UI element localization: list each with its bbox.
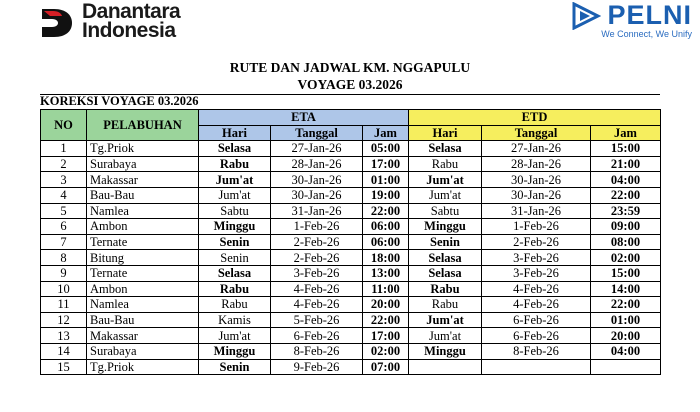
- pelni-tagline: We Connect, We Unify: [601, 29, 692, 39]
- cell-etd-tanggal: 8-Feb-26: [482, 343, 591, 359]
- cell-eta-tanggal: 2-Feb-26: [271, 234, 363, 250]
- cell-no: 2: [41, 156, 87, 172]
- table-row: [41, 265, 661, 281]
- cell-etd-jam: 09:00: [591, 219, 661, 235]
- cell-eta-tanggal: 5-Feb-26: [271, 312, 363, 328]
- table-row: [41, 250, 661, 266]
- cell-no: 5: [41, 203, 87, 219]
- header-eta-jam: Jam: [363, 125, 409, 141]
- cell-eta-hari: Jum'at: [199, 172, 271, 188]
- table-row: [41, 234, 661, 250]
- cell-eta-hari: Kamis: [199, 312, 271, 328]
- cell-pelabuhan: Makassar: [87, 172, 199, 188]
- table-row: [41, 281, 661, 297]
- cell-pelabuhan: Namlea: [87, 203, 199, 219]
- cell-etd-hari: Rabu: [409, 281, 482, 297]
- cell-no: 1: [41, 141, 87, 157]
- cell-etd-tanggal: 2-Feb-26: [482, 234, 591, 250]
- cell-etd-hari: [409, 359, 482, 375]
- cell-eta-hari: Minggu: [199, 343, 271, 359]
- cell-eta-hari: Selasa: [199, 141, 271, 157]
- table-row: [41, 312, 661, 328]
- cell-no: 8: [41, 250, 87, 266]
- cell-etd-hari: Minggu: [409, 219, 482, 235]
- cell-pelabuhan: Ambon: [87, 281, 199, 297]
- cell-etd-jam: 22:00: [591, 187, 661, 203]
- danantara-line1: Danantara: [82, 0, 181, 23]
- cell-eta-jam: 07:00: [363, 359, 409, 375]
- cell-pelabuhan: Tg.Priok: [87, 359, 199, 375]
- cell-pelabuhan: Tg.Priok: [87, 141, 199, 157]
- cell-etd-hari: Jum'at: [409, 172, 482, 188]
- cell-no: 14: [41, 343, 87, 359]
- cell-eta-jam: 06:00: [363, 219, 409, 235]
- cell-etd-tanggal: 3-Feb-26: [482, 250, 591, 266]
- cell-eta-jam: 20:00: [363, 297, 409, 313]
- cell-etd-hari: Senin: [409, 234, 482, 250]
- cell-eta-tanggal: 6-Feb-26: [271, 328, 363, 344]
- header-etd-tanggal: Tanggal: [482, 125, 591, 141]
- cell-eta-tanggal: 30-Jan-26: [271, 172, 363, 188]
- cell-etd-hari: Jum'at: [409, 187, 482, 203]
- cell-etd-tanggal: 30-Jan-26: [482, 187, 591, 203]
- cell-etd-tanggal: 30-Jan-26: [482, 172, 591, 188]
- cell-etd-jam: 22:00: [591, 297, 661, 313]
- cell-no: 6: [41, 219, 87, 235]
- cell-no: 7: [41, 234, 87, 250]
- cell-eta-jam: 05:00: [363, 141, 409, 157]
- cell-eta-hari: Jum'at: [199, 187, 271, 203]
- cell-etd-jam: 15:00: [591, 265, 661, 281]
- cell-eta-tanggal: 4-Feb-26: [271, 281, 363, 297]
- cell-no: 3: [41, 172, 87, 188]
- cell-etd-hari: Minggu: [409, 343, 482, 359]
- cell-eta-hari: Sabtu: [199, 203, 271, 219]
- cell-eta-jam: 06:00: [363, 234, 409, 250]
- cell-etd-jam: 02:00: [591, 250, 661, 266]
- cell-etd-hari: Jum'at: [409, 312, 482, 328]
- cell-etd-hari: Jum'at: [409, 328, 482, 344]
- cell-eta-jam: 11:00: [363, 281, 409, 297]
- cell-eta-jam: 13:00: [363, 265, 409, 281]
- cell-eta-hari: Senin: [199, 250, 271, 266]
- cell-etd-jam: 04:00: [591, 343, 661, 359]
- cell-pelabuhan: Bitung: [87, 250, 199, 266]
- cell-eta-hari: Rabu: [199, 297, 271, 313]
- cell-etd-jam: 15:00: [591, 141, 661, 157]
- cell-eta-hari: Minggu: [199, 219, 271, 235]
- header-eta-tanggal: Tanggal: [271, 125, 363, 141]
- cell-eta-tanggal: 31-Jan-26: [271, 203, 363, 219]
- pelni-logo-icon: [571, 2, 601, 30]
- cell-etd-hari: Rabu: [409, 297, 482, 313]
- cell-etd-tanggal: 6-Feb-26: [482, 312, 591, 328]
- cell-pelabuhan: Surabaya: [87, 156, 199, 172]
- header-etd-hari: Hari: [409, 125, 482, 141]
- cell-eta-hari: Jum'at: [199, 328, 271, 344]
- cell-no: 10: [41, 281, 87, 297]
- cell-eta-hari: Senin: [199, 234, 271, 250]
- cell-eta-jam: 01:00: [363, 172, 409, 188]
- cell-etd-tanggal: [482, 359, 591, 375]
- cell-etd-hari: Selasa: [409, 250, 482, 266]
- cell-eta-jam: 18:00: [363, 250, 409, 266]
- header-etd-jam: Jam: [591, 125, 661, 141]
- koreksi-label: KOREKSI VOYAGE 03.2026: [40, 94, 199, 108]
- table-row: [41, 297, 661, 313]
- table-row: [41, 156, 661, 172]
- cell-eta-tanggal: 30-Jan-26: [271, 187, 363, 203]
- schedule-table: [40, 109, 661, 375]
- pelni-logo: [571, 0, 692, 39]
- cell-etd-jam: 01:00: [591, 312, 661, 328]
- cell-pelabuhan: Makassar: [87, 328, 199, 344]
- cell-etd-tanggal: 3-Feb-26: [482, 265, 591, 281]
- cell-etd-jam: 08:00: [591, 234, 661, 250]
- cell-eta-hari: Rabu: [199, 156, 271, 172]
- cell-eta-jam: 02:00: [363, 343, 409, 359]
- cell-eta-tanggal: 1-Feb-26: [271, 219, 363, 235]
- cell-no: 4: [41, 187, 87, 203]
- cell-eta-tanggal: 2-Feb-26: [271, 250, 363, 266]
- cell-etd-hari: Selasa: [409, 265, 482, 281]
- cell-eta-jam: 22:00: [363, 312, 409, 328]
- cell-etd-tanggal: 1-Feb-26: [482, 219, 591, 235]
- cell-eta-hari: Rabu: [199, 281, 271, 297]
- cell-eta-tanggal: 4-Feb-26: [271, 297, 363, 313]
- cell-no: 12: [41, 312, 87, 328]
- cell-etd-tanggal: 4-Feb-26: [482, 281, 591, 297]
- cell-etd-tanggal: 6-Feb-26: [482, 328, 591, 344]
- header-eta-hari: Hari: [199, 125, 271, 141]
- cell-eta-jam: 22:00: [363, 203, 409, 219]
- cell-etd-jam: [591, 359, 661, 375]
- table-row: [41, 187, 661, 203]
- cell-pelabuhan: Ternate: [87, 234, 199, 250]
- cell-etd-hari: Selasa: [409, 141, 482, 157]
- cell-no: 11: [41, 297, 87, 313]
- cell-eta-jam: 17:00: [363, 328, 409, 344]
- table-row: [41, 141, 661, 157]
- cell-pelabuhan: Ambon: [87, 219, 199, 235]
- cell-eta-tanggal: 8-Feb-26: [271, 343, 363, 359]
- cell-eta-hari: Senin: [199, 359, 271, 375]
- danantara-logo-icon: [40, 3, 74, 39]
- header-pelabuhan: PELABUHAN: [87, 110, 199, 141]
- cell-eta-jam: 19:00: [363, 187, 409, 203]
- cell-eta-tanggal: 28-Jan-26: [271, 156, 363, 172]
- cell-no: 13: [41, 328, 87, 344]
- cell-pelabuhan: Ternate: [87, 265, 199, 281]
- cell-etd-hari: Rabu: [409, 156, 482, 172]
- cell-etd-tanggal: 4-Feb-26: [482, 297, 591, 313]
- table-row: [41, 172, 661, 188]
- table-row: [41, 219, 661, 235]
- cell-etd-hari: Sabtu: [409, 203, 482, 219]
- cell-pelabuhan: Bau-Bau: [87, 187, 199, 203]
- cell-eta-tanggal: 27-Jan-26: [271, 141, 363, 157]
- page-title: RUTE DAN JADWAL KM. NGGAPULU: [229, 60, 471, 75]
- danantara-logo: [40, 2, 180, 40]
- table-row: [41, 343, 661, 359]
- cell-eta-hari: Selasa: [199, 265, 271, 281]
- cell-etd-tanggal: 28-Jan-26: [482, 156, 591, 172]
- voyage-title: VOYAGE 03.2026: [297, 77, 403, 92]
- cell-eta-jam: 17:00: [363, 156, 409, 172]
- cell-etd-jam: 21:00: [591, 156, 661, 172]
- cell-pelabuhan: Bau-Bau: [87, 312, 199, 328]
- header-etd: ETD: [409, 110, 661, 126]
- table-row: [41, 203, 661, 219]
- cell-etd-tanggal: 31-Jan-26: [482, 203, 591, 219]
- table-row: [41, 328, 661, 344]
- cell-eta-tanggal: 9-Feb-26: [271, 359, 363, 375]
- table-row: [41, 359, 661, 375]
- cell-etd-jam: 23:59: [591, 203, 661, 219]
- pelni-name: PELNI: [607, 0, 692, 30]
- cell-etd-jam: 20:00: [591, 328, 661, 344]
- header-no: NO: [41, 110, 87, 141]
- cell-etd-jam: 14:00: [591, 281, 661, 297]
- cell-pelabuhan: Namlea: [87, 297, 199, 313]
- cell-no: 9: [41, 265, 87, 281]
- cell-eta-tanggal: 3-Feb-26: [271, 265, 363, 281]
- cell-pelabuhan: Surabaya: [87, 343, 199, 359]
- cell-etd-jam: 04:00: [591, 172, 661, 188]
- cell-etd-tanggal: 27-Jan-26: [482, 141, 591, 157]
- header-eta: ETA: [199, 110, 409, 126]
- cell-no: 15: [41, 359, 87, 375]
- danantara-line2: Indonesia: [82, 19, 176, 42]
